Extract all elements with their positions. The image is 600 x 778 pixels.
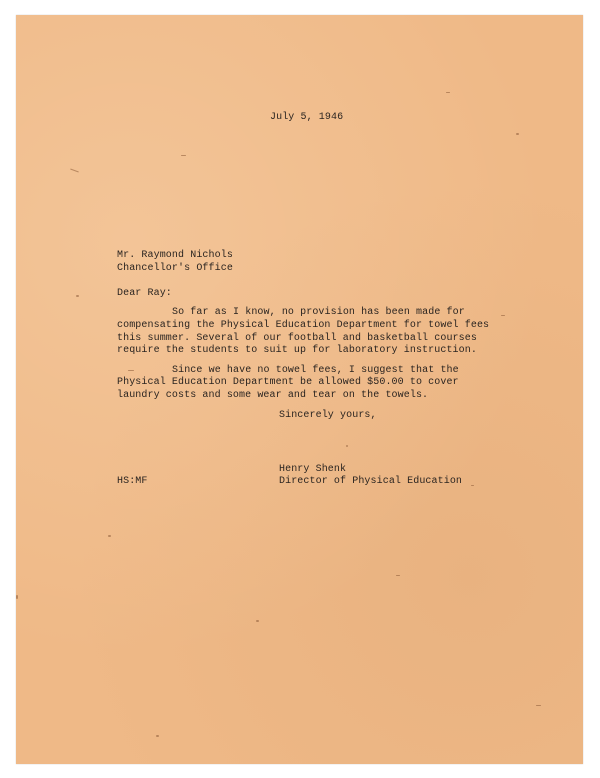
body-paragraph-2-line: laundry costs and some wear and tear on the towels. — [117, 390, 429, 401]
typist-initials: HS:MF — [117, 476, 148, 487]
signer-title: Director of Physical Education — [279, 476, 463, 487]
paper-speck — [128, 370, 134, 371]
body-paragraph-1-line: So far as I know, no provision has been made for — [172, 307, 465, 318]
salutation: Dear Ray: — [117, 288, 172, 299]
body-paragraph-2-line: Physical Education Department be allowed $50.00 to cover — [117, 377, 459, 388]
paper-speck — [156, 735, 159, 737]
paper-speck — [108, 535, 111, 537]
paper-speck — [471, 485, 474, 486]
paper-speck — [396, 575, 400, 576]
closing: Sincerely yours, — [279, 410, 377, 421]
paper-speck — [446, 92, 450, 93]
paper-speck — [76, 295, 79, 297]
paper-speck — [16, 595, 18, 599]
paper-speck — [536, 705, 541, 706]
recipient-office: Chancellor's Office — [117, 263, 233, 274]
paper-speck — [501, 315, 505, 316]
recipient-name: Mr. Raymond Nichols — [117, 250, 233, 261]
paper-speck — [516, 133, 519, 135]
body-paragraph-1-line: this summer. Several of our football and basketball courses — [117, 333, 477, 344]
body-paragraph-1-line: require the students to suit up for laboratory instruction. — [117, 345, 477, 356]
letter-date: July 5, 1946 — [270, 112, 344, 123]
paper-speck — [181, 155, 186, 156]
paper-speck — [70, 168, 79, 172]
body-paragraph-1-line: compensating the Physical Education Department for towel fees — [117, 320, 490, 331]
paper-speck — [256, 620, 259, 622]
signer-name: Henry Shenk — [279, 464, 347, 475]
paper-speck — [346, 445, 348, 447]
body-paragraph-2-line: Since we have no towel fees, I suggest that the — [172, 365, 459, 376]
